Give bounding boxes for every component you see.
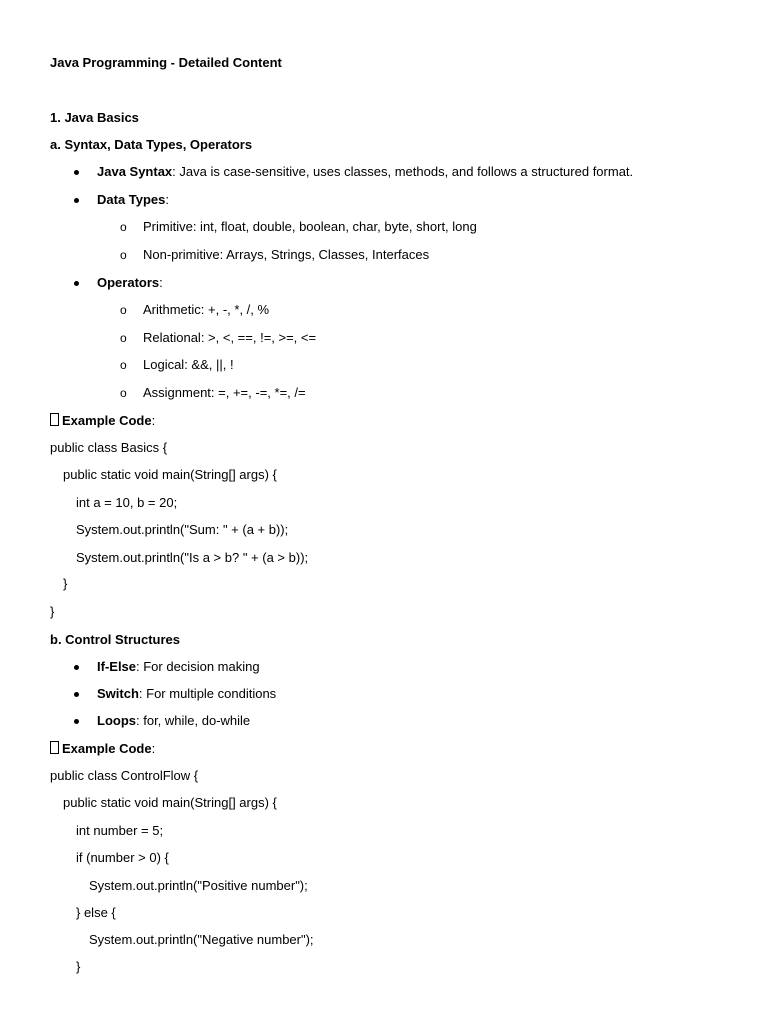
- code-line: } else {: [76, 905, 116, 920]
- sub-bullet-marker: o: [120, 220, 127, 234]
- subsection-heading: b. Control Structures: [50, 632, 181, 647]
- list-item: [97, 659, 260, 675]
- bullet-marker: [74, 170, 79, 175]
- code-line: System.out.println("Is a > b? " + (a > b));: [76, 550, 309, 565]
- sub-bullet-marker: o: [120, 331, 127, 345]
- sub-list-item: Non-primitive: Arrays, Strings, Classes, Interfaces: [143, 247, 430, 262]
- list-item-term: Loops: [97, 713, 136, 728]
- list-item: [97, 275, 163, 291]
- sub-list-item: Assignment: =, +=, -=, *=, /=: [143, 385, 306, 400]
- code-line: if (number > 0) {: [76, 850, 169, 865]
- code-line: int a = 10, b = 20;: [76, 495, 178, 510]
- list-item-text: :: [165, 192, 170, 207]
- list-item-text: : For multiple conditions: [138, 686, 277, 701]
- code-line: public static void main(String[] args) {: [63, 467, 277, 482]
- code-line: }: [76, 959, 81, 974]
- example-code-label: Example Code:: [50, 741, 155, 757]
- sub-list-item: Arithmetic: +, -, *, /, %: [143, 302, 270, 317]
- list-item-text: : Java is case-sensitive, uses classes, methods, and follows a structured format.: [172, 164, 634, 179]
- list-item-term: Operators: [97, 275, 160, 290]
- list-item-text: : for, while, do-while: [136, 713, 251, 728]
- list-item-text: : For decision making: [136, 659, 260, 674]
- list-item-term: If-Else: [97, 659, 137, 674]
- code-line: public class ControlFlow {: [50, 768, 199, 783]
- code-line: }: [50, 604, 55, 619]
- list-item-text: :: [159, 275, 163, 290]
- sub-bullet-marker: o: [120, 386, 127, 400]
- code-line: System.out.println("Sum: " + (a + b));: [76, 522, 289, 537]
- sub-list-item: Primitive: int, float, double, boolean, char, byte, short, long: [143, 219, 477, 234]
- code-line: System.out.println("Positive number");: [89, 878, 308, 893]
- section-heading: 1. Java Basics: [50, 110, 139, 125]
- sub-list-item: Relational: >, <, ==, !=, >=, <=: [143, 330, 317, 345]
- missing-glyph-icon: [50, 741, 59, 754]
- sub-bullet-marker: o: [120, 358, 127, 372]
- code-line: public static void main(String[] args) {: [63, 795, 277, 810]
- example-code-label: Example Code:: [50, 413, 155, 429]
- document-title: Java Programming - Detailed Content: [50, 55, 282, 70]
- list-item-term: Switch: [97, 686, 139, 701]
- list-item: [97, 192, 169, 208]
- bullet-marker: [74, 719, 79, 724]
- code-line: }: [63, 576, 68, 591]
- code-line: public class Basics {: [50, 440, 168, 455]
- bullet-marker: [74, 692, 79, 697]
- list-item: [97, 164, 633, 180]
- bullet-marker: [74, 665, 79, 670]
- missing-glyph-icon: [50, 413, 59, 426]
- list-item-term: Java Syntax: [97, 164, 173, 179]
- code-line: int number = 5;: [76, 823, 164, 838]
- subsection-heading: a. Syntax, Data Types, Operators: [50, 137, 253, 152]
- sub-bullet-marker: o: [120, 248, 127, 262]
- sub-list-item: Logical: &&, ||, !: [143, 357, 234, 372]
- list-item: [97, 686, 276, 702]
- list-item-term: Data Types: [97, 192, 166, 207]
- bullet-marker: [74, 198, 79, 203]
- bullet-marker: [74, 281, 79, 286]
- list-item: [97, 713, 250, 729]
- code-line: System.out.println("Negative number");: [89, 932, 314, 947]
- sub-bullet-marker: o: [120, 303, 127, 317]
